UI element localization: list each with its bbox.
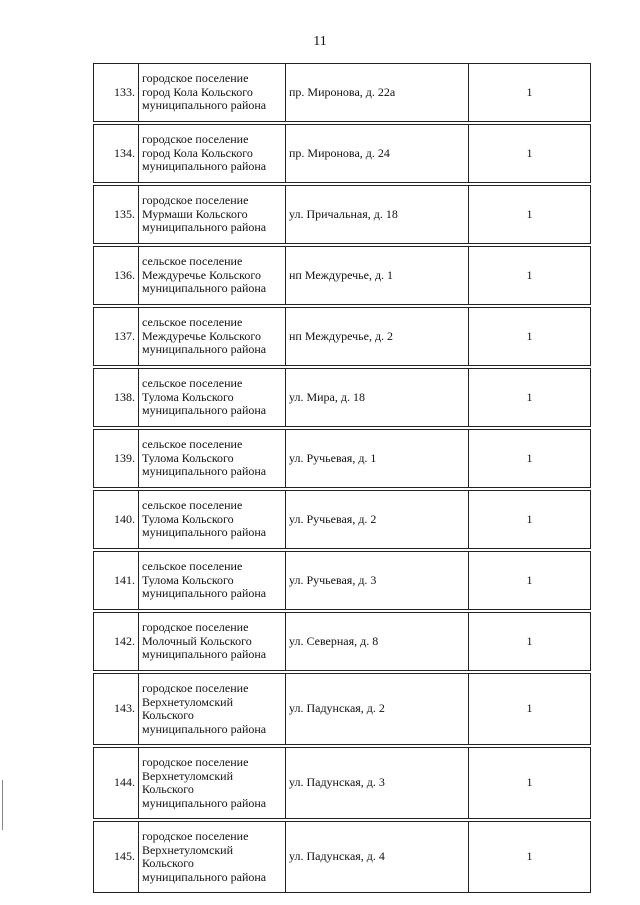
settlement-line: Верхнетуломский xyxy=(142,768,233,783)
settlement-line: сельское поселение xyxy=(142,559,243,574)
settlement-line: муниципального района xyxy=(142,220,267,235)
table-row xyxy=(94,613,591,671)
settlement-cell xyxy=(139,64,286,122)
settlement-line: Кольского xyxy=(142,856,194,870)
settlement-line: городское поселение xyxy=(142,681,249,695)
settlement-line: городское поселение xyxy=(142,755,249,769)
scan-margin-mark xyxy=(2,780,3,830)
settlement-cell xyxy=(139,430,286,488)
row-number: 136. xyxy=(94,247,139,305)
count-cell: 1 xyxy=(469,369,591,427)
settlement-cell xyxy=(139,125,286,183)
settlement-line: муниципального района xyxy=(142,586,267,601)
address-cell: ул. Мира, д. 18 xyxy=(286,369,469,427)
table-row xyxy=(94,186,591,244)
settlement-line: Тулома Кольского xyxy=(142,572,234,587)
address-cell: пр. Миронова, д. 24 xyxy=(286,125,469,183)
row-number: 138. xyxy=(94,369,139,427)
row-number: 142. xyxy=(94,613,139,671)
settlement-cell xyxy=(139,369,286,427)
row-number: 133. xyxy=(94,64,139,122)
address-cell: нп Междуречье, д. 2 xyxy=(286,308,469,366)
settlement-line: Тулома Кольского xyxy=(142,389,234,404)
settlement-line: сельское поселение xyxy=(142,254,243,269)
table-row xyxy=(94,748,591,819)
count-cell: 1 xyxy=(469,822,591,893)
settlement-cell xyxy=(139,186,286,244)
settlement-line: городское поселение xyxy=(142,71,249,86)
settlement-line: сельское поселение xyxy=(142,315,243,330)
count-cell: 1 xyxy=(469,430,591,488)
count-cell: 1 xyxy=(469,491,591,549)
settlement-line: муниципального района xyxy=(142,98,267,113)
address-cell: нп Междуречье, д. 1 xyxy=(286,247,469,305)
settlement-line: городское поселение xyxy=(142,829,249,843)
row-number: 137. xyxy=(94,308,139,366)
page-number: 11 xyxy=(313,34,327,49)
settlement-cell xyxy=(139,552,286,610)
row-number: 143. xyxy=(94,674,139,745)
settlement-line: муниципального района xyxy=(142,869,267,884)
settlement-cell xyxy=(139,822,286,893)
address-cell: ул. Ручьевая, д. 3 xyxy=(286,552,469,610)
table-row xyxy=(94,308,591,366)
row-number: 139. xyxy=(94,430,139,488)
count-cell: 1 xyxy=(469,125,591,183)
settlement-line: Верхнетуломский xyxy=(142,842,233,857)
table-row xyxy=(94,64,591,122)
settlement-line: город Кола Кольского xyxy=(142,84,253,99)
row-number: 144. xyxy=(94,748,139,819)
count-cell: 1 xyxy=(469,748,591,819)
row-number: 145. xyxy=(94,822,139,893)
row-number: 141. xyxy=(94,552,139,610)
settlement-line: Кольского xyxy=(142,782,194,796)
address-cell: ул. Падунская, д. 3 xyxy=(286,748,469,819)
settlement-line: городское поселение xyxy=(142,620,249,635)
count-cell: 1 xyxy=(469,308,591,366)
address-cell: ул. Северная, д. 8 xyxy=(286,613,469,671)
settlement-line: сельское поселение xyxy=(142,437,243,452)
settlement-cell xyxy=(139,308,286,366)
settlement-cell xyxy=(139,613,286,671)
settlement-line: Мурмаши Кольского xyxy=(142,206,248,221)
table-row xyxy=(94,674,591,745)
settlement-line: сельское поселение xyxy=(142,498,243,513)
settlement-line: Кольского xyxy=(142,708,194,722)
table-row xyxy=(94,822,591,893)
address-cell: ул. Падунская, д. 4 xyxy=(286,822,469,893)
count-cell: 1 xyxy=(469,64,591,122)
settlement-cell xyxy=(139,748,286,819)
settlement-line: Тулома Кольского xyxy=(142,511,234,526)
registry-table-body xyxy=(94,64,591,893)
settlement-cell xyxy=(139,491,286,549)
settlement-line: муниципального района xyxy=(142,721,267,736)
settlement-line: городское поселение xyxy=(142,193,249,208)
settlement-cell xyxy=(139,674,286,745)
address-cell: ул. Причальная, д. 18 xyxy=(286,186,469,244)
address-cell: ул. Ручьевая, д. 1 xyxy=(286,430,469,488)
table-row xyxy=(94,430,591,488)
table-row xyxy=(94,247,591,305)
settlement-line: муниципального района xyxy=(142,342,267,357)
table-row xyxy=(94,125,591,183)
address-cell: ул. Падунская, д. 2 xyxy=(286,674,469,745)
settlement-line: муниципального района xyxy=(142,281,267,296)
settlement-line: муниципального района xyxy=(142,464,267,479)
settlement-cell xyxy=(139,247,286,305)
settlement-line: муниципального района xyxy=(142,525,267,540)
row-number: 135. xyxy=(94,186,139,244)
settlement-line: городское поселение xyxy=(142,132,249,147)
registry-table xyxy=(93,63,591,893)
settlement-line: Междуречье Кольского xyxy=(142,328,261,343)
settlement-line: муниципального района xyxy=(142,403,267,418)
row-number: 140. xyxy=(94,491,139,549)
settlement-line: Тулома Кольского xyxy=(142,450,234,465)
settlement-line: город Кола Кольского xyxy=(142,145,253,160)
table-row xyxy=(94,369,591,427)
row-number: 134. xyxy=(94,125,139,183)
count-cell: 1 xyxy=(469,552,591,610)
count-cell: 1 xyxy=(469,613,591,671)
count-cell: 1 xyxy=(469,186,591,244)
settlement-line: Верхнетуломский xyxy=(142,694,233,709)
settlement-line: муниципального района xyxy=(142,795,267,810)
count-cell: 1 xyxy=(469,674,591,745)
count-cell: 1 xyxy=(469,247,591,305)
settlement-line: Междуречье Кольского xyxy=(142,267,261,282)
table-row xyxy=(94,552,591,610)
settlement-line: муниципального района xyxy=(142,647,267,662)
address-cell: ул. Ручьевая, д. 2 xyxy=(286,491,469,549)
table-row xyxy=(94,491,591,549)
settlement-line: муниципального района xyxy=(142,159,267,174)
settlement-line: сельское поселение xyxy=(142,376,243,391)
address-cell: пр. Миронова, д. 22а xyxy=(286,64,469,122)
settlement-line: Молочный Кольского xyxy=(142,633,252,648)
